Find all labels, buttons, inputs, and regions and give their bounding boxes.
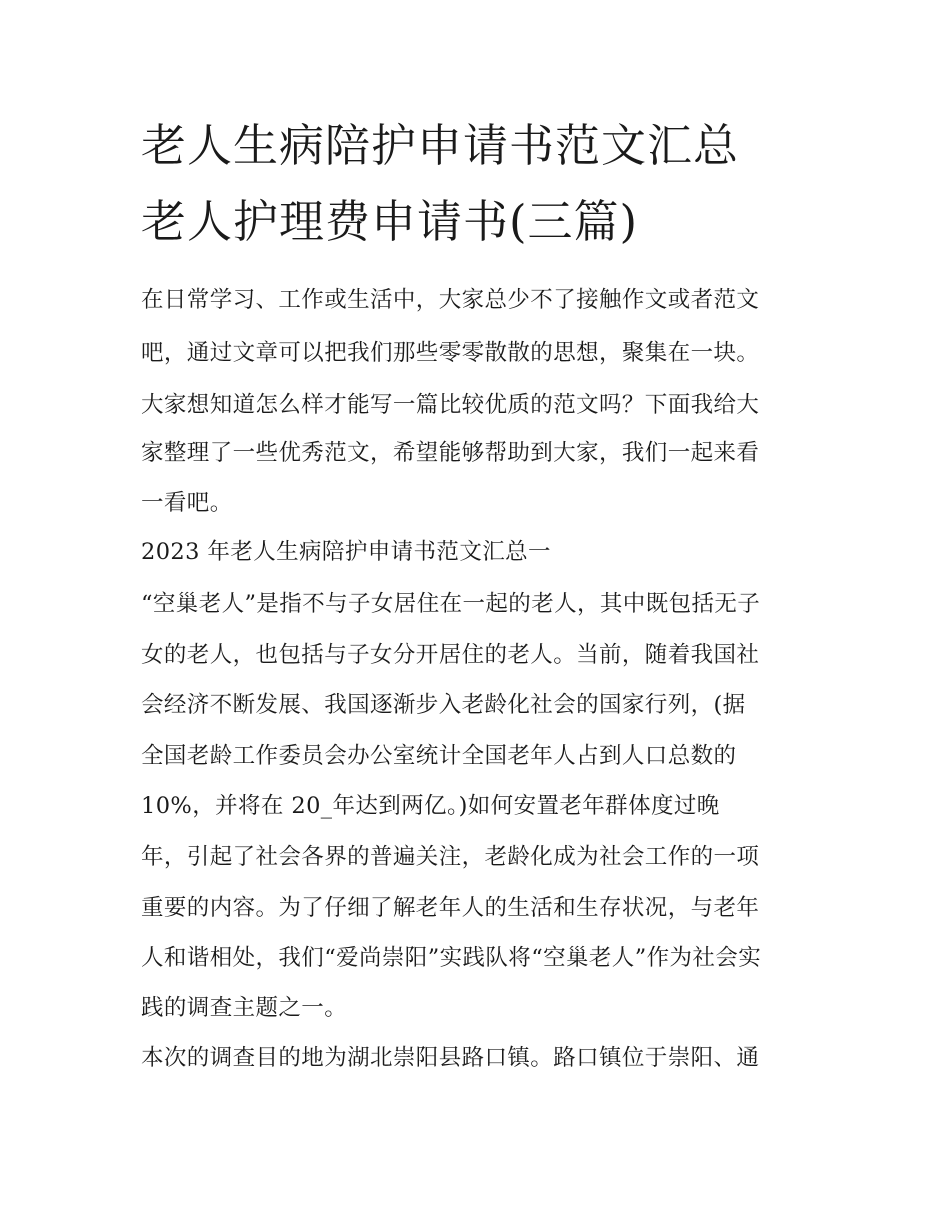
body-line-1: 在日常学习、工作或生活中，大家总少不了接触作文或者范文 — [141, 287, 760, 313]
section-heading: 2023 年老人生病陪护申请书范文汇总一 — [141, 539, 551, 565]
body-line-8: 女的老人，也包括与子女分开居住的老人。当前，随着我国社 — [141, 642, 760, 668]
body-line-15: 践的调查主题之一。 — [141, 995, 348, 1021]
document-title-line-1: 老人生病陪护申请书范文汇总 — [141, 119, 740, 172]
body-line-2: 吧，通过文章可以把我们那些零零散散的思想，聚集在一块。 — [141, 340, 760, 366]
body-line-13: 重要的内容。为了仔细了解老年人的生活和生存状况，与老年 — [141, 895, 760, 921]
body-line-9: 会经济不断发展、我国逐渐步入老龄化社会的国家行列，(据 — [141, 692, 746, 718]
document-title-line-2: 老人护理费申请书(三篇) — [141, 195, 639, 248]
body-line-10: 全国老龄工作委员会办公室统计全国老年人占到人口总数的 — [141, 743, 737, 769]
body-line-11: 10%，并将在 20_年达到两亿。)如何安置老年群体度过晚 — [141, 793, 720, 819]
body-line-5: 一看吧。 — [141, 490, 233, 516]
body-line-14: 人和谐相处，我们“爱尚崇阳”实践队将“空巢老人”作为社会实 — [141, 945, 762, 971]
body-line-7: “空巢老人”是指不与子女居住在一起的老人，其中既包括无子 — [141, 591, 761, 617]
body-line-12: 年，引起了社会各界的普遍关注，老龄化成为社会工作的一项 — [141, 844, 760, 870]
body-line-4: 家整理了一些优秀范文，希望能够帮助到大家，我们一起来看 — [141, 440, 760, 466]
body-line-16: 本次的调查目的地为湖北崇阳县路口镇。路口镇位于崇阳、通 — [141, 1045, 760, 1071]
body-line-3: 大家想知道怎么样才能写一篇比较优质的范文吗？下面我给大 — [141, 392, 760, 418]
